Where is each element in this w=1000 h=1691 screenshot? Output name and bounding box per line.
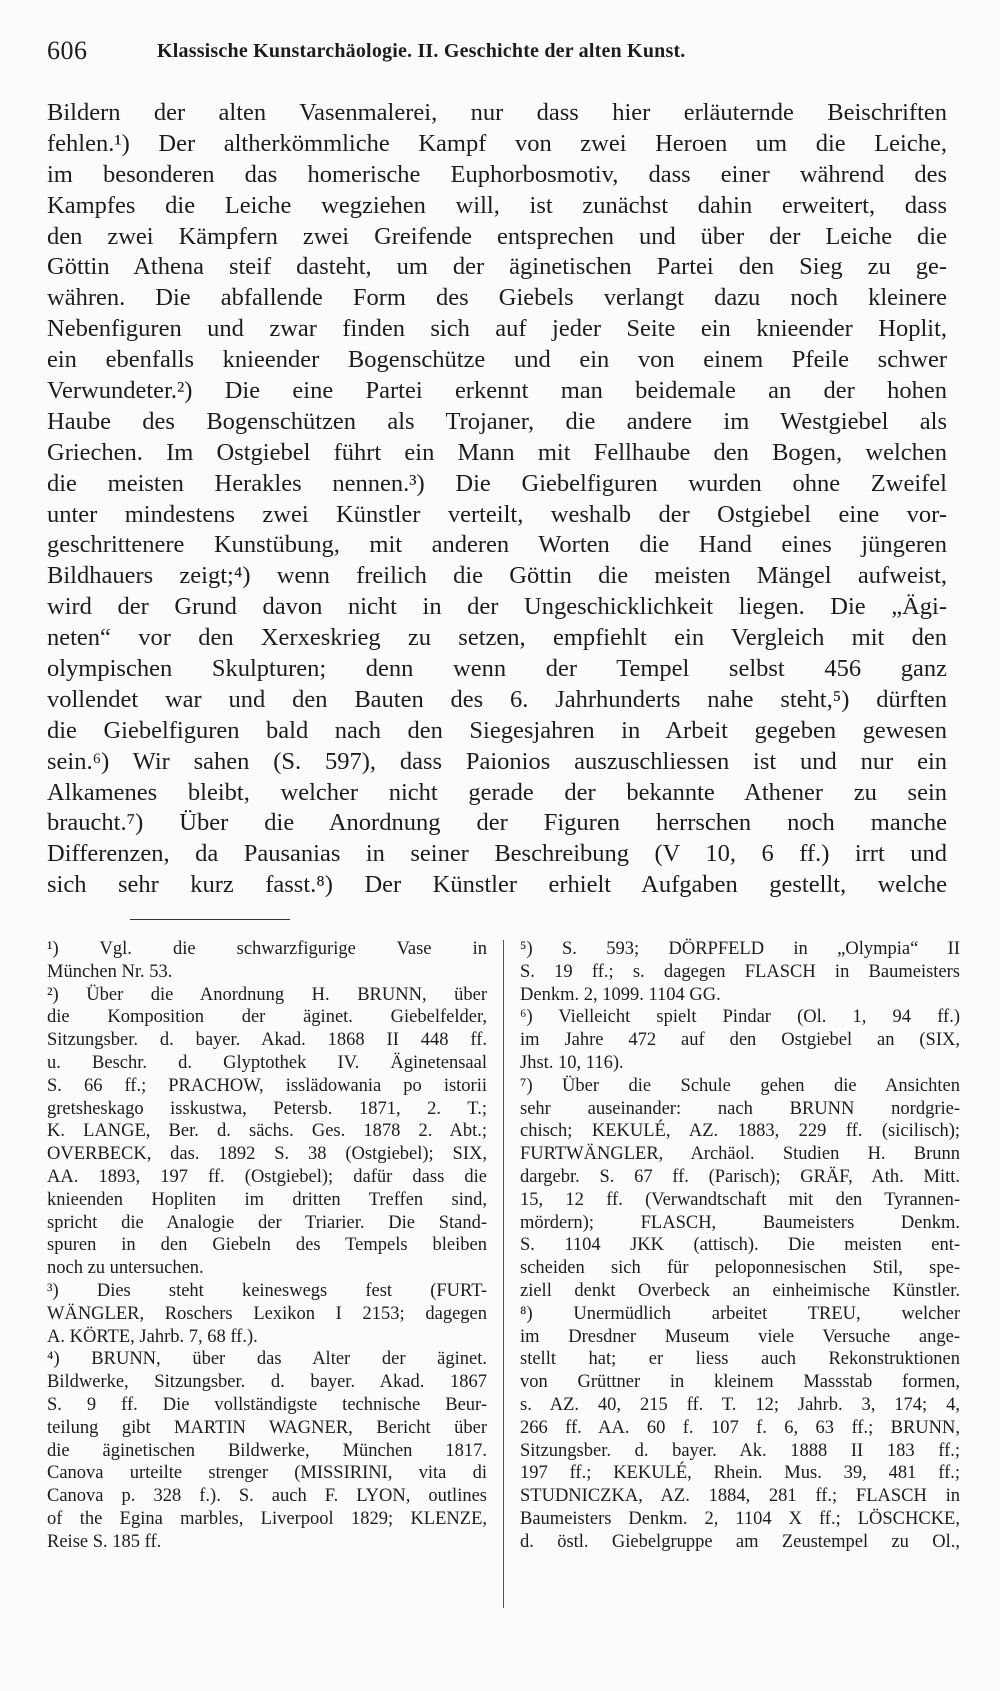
footnote-line: Sitzungsber. d. bayer. Ak. 1888 II 183 ff.;: [520, 1440, 960, 1461]
footnote-line: ⁶) Vielleicht spielt Pindar (Ol. 1, 94 ff.): [520, 1007, 960, 1028]
footnote-line: Baumeisters Denkm. 2, 1104 X ff.; LÖSCHCKE,: [520, 1508, 960, 1529]
footnote-line: ³) Dies steht keineswegs fest (FURT-: [47, 1280, 487, 1301]
footnote-line: im Dresdner Museum viele Versuche ange-: [520, 1326, 960, 1347]
footnote-line: S. 9 ff. Die vollständigste technische Beur-: [47, 1394, 487, 1415]
footnote-line: 15, 12 ff. (Verwandtschaft mit den Tyrannen-: [520, 1189, 960, 1210]
footnote-line: WÄNGLER, Roschers Lexikon I 2153; dagegen: [47, 1303, 487, 1324]
footnote-line: ⁴) BRUNN, über das Alter der äginet.: [47, 1349, 487, 1370]
footnote-line: ⁸) Unermüdlich arbeitet TREU, welcher: [520, 1303, 960, 1324]
body-line: Differenzen, da Pausanias in seiner Beschreibung (V 10, 6 ff.) irrt und: [47, 840, 947, 868]
body-line: sich sehr kurz fasst.⁸) Der Künstler erhielt Aufgaben gestellt, welche: [47, 871, 947, 899]
footnote-line: scheiden sich für peloponnesischen Stil, spe-: [520, 1258, 960, 1279]
footnote-line: knieenden Hopliten im dritten Treffen sind,: [47, 1189, 487, 1210]
footnote-line: u. Beschr. d. Glyptothek IV. Äginetensaal: [47, 1052, 487, 1073]
footnote-line: Canova urteilte strenger (MISSIRINI, vita di: [47, 1463, 487, 1484]
body-line: die Giebelfiguren bald nach den Siegesjahren in Arbeit gegeben gewesen: [47, 716, 947, 744]
footnote-line: teilung gibt MARTIN WAGNER, Bericht über: [47, 1417, 487, 1438]
body-line: unter mindestens zwei Künstler verteilt, weshalb der Ostgiebel eine vor-: [47, 500, 947, 528]
body-line: im besonderen das homerische Euphorbosmotiv, dass einer während des: [47, 160, 947, 188]
page-header: [47, 36, 947, 76]
footnote-line: Reise S. 185 ff.: [47, 1531, 162, 1552]
footnote-line: stellt hat; er liess auch Rekonstruktionen: [520, 1349, 960, 1370]
body-text: [47, 98, 947, 901]
footnote-line: im Jahre 472 auf den Ostgiebel an (SIX,: [520, 1030, 960, 1051]
body-line: Griechen. Im Ostgiebel führt ein Mann mit Fellhaube den Bogen, welchen: [47, 438, 947, 466]
body-line: Haube des Bogenschützen als Trojaner, die andere im Westgiebel als: [47, 407, 947, 435]
footnote-line: S. 19 ff.; s. dagegen FLASCH in Baumeisters: [520, 961, 960, 982]
footnote-line: STUDNICZKA, AZ. 1884, 281 ff.; FLASCH in: [520, 1486, 960, 1507]
body-line: ein ebenfalls knieender Bogenschütze und ein von einem Pfeile schwer: [47, 346, 947, 374]
body-line: olympischen Skulpturen; denn wenn der Tempel selbst 456 ganz: [47, 655, 947, 683]
footnote-line: s. AZ. 40, 215 ff. T. 12; Jahrb. 3, 174; 4,: [520, 1394, 960, 1415]
running-head: Klassische Kunstarchäologie. II. Geschichte der alten Kunst.: [157, 40, 686, 62]
body-line: Bildern der alten Vasenmalerei, nur dass hier erläuternde Beischriften: [47, 99, 947, 126]
body-line: sein.⁶) Wir sahen (S. 597), dass Paionios auszuschliessen ist und nur ein: [47, 747, 947, 775]
body-line: Bildhauers zeigt;⁴) wenn freilich die Göttin die meisten Mängel aufweist,: [47, 562, 947, 590]
footnote-line: Bildwerke, Sitzungsber. d. bayer. Akad. 1867: [47, 1372, 487, 1393]
footnote-line: FURTWÄNGLER, Archäol. Studien H. Brunn: [520, 1144, 960, 1165]
footnote-line: sehr auseinander: nach BRUNN nordgrie-: [520, 1098, 960, 1119]
body-line: die meisten Herakles nennen.³) Die Giebelfiguren wurden ohne Zweifel: [47, 469, 947, 497]
body-line: neten“ vor den Xerxeskrieg zu setzen, empfiehlt ein Vergleich mit den: [47, 624, 947, 652]
footnotes-left-column: [47, 938, 487, 1554]
footnote-line: of the Egina marbles, Liverpool 1829; KLENZE,: [47, 1508, 487, 1529]
body-line: Kampfes die Leiche wegziehen will, ist zunächst dahin erweitert, dass: [47, 191, 947, 219]
body-line: Göttin Athena steif dasteht, um der äginetischen Partei den Sieg zu ge-: [47, 253, 947, 281]
footnote-line: ²) Über die Anordnung H. BRUNN, über: [47, 984, 487, 1005]
footnotes-right-column: [520, 938, 960, 1554]
body-line: den zwei Kämpfern zwei Greifende entsprechen und über der Leiche die: [47, 222, 947, 250]
footnote-line: gretsheskago isskustwa, Petersb. 1871, 2. T.;: [47, 1098, 487, 1119]
footnote-line: Canova p. 328 f.). S. auch F. LYON, outlines: [47, 1486, 487, 1507]
body-line: Nebenfiguren und zwar finden sich auf jeder Seite ein knieender Hoplit,: [47, 315, 947, 343]
footnote-line: Sitzungsber. d. bayer. Akad. 1868 II 448 ff.: [47, 1030, 487, 1051]
footnote-line: spuren in den Giebeln des Tempels bleiben: [47, 1235, 487, 1256]
footnote-line: Jhst. 10, 116).: [520, 1052, 624, 1073]
footnote-line: Denkm. 2, 1099. 1104 GG.: [520, 984, 721, 1005]
footnote-line: 266 ff. AA. 60 f. 107 f. 6, 63 ff.; BRUNN,: [520, 1417, 960, 1438]
body-line: geschrittenere Kunstübung, mit anderen Worten die Hand eines jüngeren: [47, 531, 947, 559]
body-line: braucht.⁷) Über die Anordnung der Figuren herrschen noch manche: [47, 809, 947, 837]
page-number: 606: [47, 36, 88, 65]
footnote-line: AA. 1893, 197 ff. (Ostgiebel); dafür dass die: [47, 1166, 487, 1187]
footnote-column-rule: [503, 940, 504, 1608]
footnote-line: spricht die Analogie der Triarier. Die Stand-: [47, 1212, 487, 1233]
footnote-line: noch zu untersuchen.: [47, 1258, 204, 1279]
footnote-line: die äginetischen Bildwerke, München 1817.: [47, 1440, 487, 1461]
body-line: Verwundeter.²) Die eine Partei erkennt man beidemale an der hohen: [47, 377, 947, 405]
footnote-line: ⁷) Über die Schule gehen die Ansichten: [520, 1075, 960, 1096]
footnote-separator: [130, 919, 290, 920]
footnote-line: chisch; KEKULÉ, AZ. 1883, 229 ff. (sicilisch);: [520, 1121, 960, 1142]
footnote-line: 197 ff.; KEKULÉ, Rhein. Mus. 39, 481 ff.;: [520, 1463, 960, 1484]
footnote-line: d. östl. Giebelgruppe am Zeustempel zu Ol.,: [520, 1531, 960, 1552]
body-line: vollendet war und den Bauten des 6. Jahrhunderts nahe steht,⁵) dürften: [47, 685, 947, 713]
body-line: währen. Die abfallende Form des Giebels verlangt dazu noch kleinere: [47, 284, 947, 312]
footnote-line: mördern); FLASCH, Baumeisters Denkm.: [520, 1212, 960, 1233]
footnote-line: von Grüttner in kleinem Massstab formen,: [520, 1372, 960, 1393]
footnote-line: A. KÖRTE, Jahrb. 7, 68 ff.).: [47, 1326, 258, 1347]
footnote-line: ⁵) S. 593; DÖRPFELD in „Olympia“ II: [520, 939, 960, 959]
footnote-line: die Komposition der äginet. Giebelfelder,: [47, 1007, 487, 1028]
footnote-line: dargebr. S. 67 ff. (Parisch); GRÄF, Ath. Mitt.: [520, 1166, 960, 1187]
footnote-line: S. 1104 JKK (attisch). Die meisten ent-: [520, 1235, 960, 1256]
footnote-line: München Nr. 53.: [47, 961, 173, 982]
footnote-line: K. LANGE, Ber. d. sächs. Ges. 1878 2. Abt.;: [47, 1121, 487, 1142]
footnote-line: S. 66 ff.; PRACHOW, isslädowania po istorii: [47, 1075, 487, 1096]
footnote-line: OVERBECK, das. 1892 S. 38 (Ostgiebel); SIX,: [47, 1144, 487, 1165]
body-line: Alkamenes bleibt, welcher nicht gerade der bekannte Athener zu sein: [47, 778, 947, 806]
body-line: fehlen.¹) Der altherkömmliche Kampf von zwei Heroen um die Leiche,: [47, 129, 947, 157]
body-line: wird der Grund davon nicht in der Ungeschicklichkeit liegen. Die „Ägi-: [47, 593, 947, 621]
footnote-line: ziell denkt Overbeck an einheimische Künstler.: [520, 1280, 960, 1301]
footnote-line: ¹) Vgl. die schwarzfigurige Vase in: [47, 939, 487, 959]
